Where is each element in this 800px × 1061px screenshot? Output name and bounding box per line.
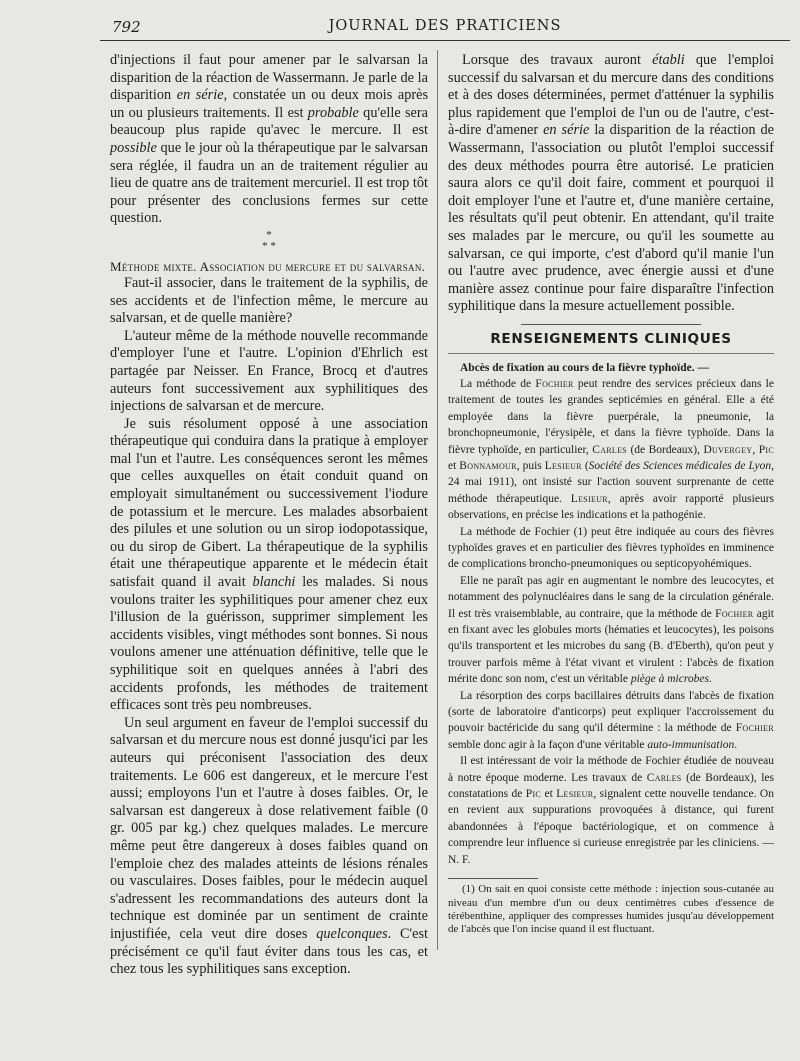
left-paragraph-2: Faut-il associer, dans le traitement de la syphilis, de ses accidents et de l'infection même, le mercure au salvarsan, et de quelle manière? (110, 274, 428, 327)
asterism: * * * (262, 228, 276, 252)
clinical-paragraph-1: La méthode de Fochier peut rendre des services précieux dans le traitement de toutes les grandes septicémies en général. Elle a été employée dans la fièvre puerpérale, la pneumonie, la bronchopneumonie, l'érysipèle, et dans la fièvre typhoïde. Dans la fièvre typhoïde, en particulier, Carles (de Bordeaux), Duvergey, Pic et Bonnamour, puis Lesieur (Société des Sciences médicales de Lyon, 24 mai 1911), ont insisté sur l'action souvent surprenante de cette méthode thérapeutique. Lesieur, après avoir rapporté plusieurs observations, en précise les indications et la pathogénie. (448, 377, 775, 522)
clinical-section-title: RENSEIGNEMENTS CLINIQUES (448, 331, 774, 354)
clinical-paragraph-4: La résorption des corps bacillaires détruits dans l'abcès de fixation (sorte de laboratoire d'anticorps) peut expliquer l'accroissement du pouvoir bactéricide du sang qu'il détermine : la méthode de Fochier semble donc agir à la façon d'une véritable auto-immunisation. (448, 689, 774, 751)
page-number: 792 (112, 18, 141, 36)
clinical-paragraph-2: La méthode de Fochier (1) peut être indiquée au cours des fièvres typhoïdes graves et en particulier des fièvres typhoïdes en imminence de complications broncho-pneumoniques ou septicopyohémiques. (448, 525, 774, 571)
right-paragraph-1: Lorsque des travaux auront établi que l'emploi successif du salvarsan et du mercure dans des conditions et à des doses déterminées, permet d'atténuer la syphilis plus rapidement que l'emploi de l'un ou de l'autre, c'est-à-dire d'amener en série la disparition de la réaction de Wassermann, l'association ou plutôt l'emploi successif des deux méthodes pourra être autorisé. Le praticien saura alors ce qu'il doit faire, comment et pourquoi il doit employer l'une et l'autre et, d'une manière certaine, les résultats qu'il peut obtenir. En attendant, qu'il traite ses malades par le mercure, ou qu'il les soumette au salvarsan, ce qui importe, c'est d'abord qu'il manie l'un ou l'autre avec prudence, avec énergie aussi et d'une manière assez continue pour faire disparaître l'infection syphilitique dans la mesure actuellement possible. (448, 52, 775, 315)
clinical-paragraph-5: Il est intéressant de voir la méthode de Fochier étudiée de nouveau à notre époque moderne. Les travaux de Carles (de Bordeaux), les constatations de Pic et Lesieur, signalent cette nouvelle tendance. On en revient aux suppurations provoquées à distance, qui furent abandonnées à l'époque bactériologique, et on commence à comprendre leur influence si curieuse enregistrée par les cliniciens. — N. F. (448, 755, 774, 866)
section-rule (521, 324, 701, 325)
footnote-rule (448, 878, 538, 879)
left-paragraph-1: d'injections il faut pour amener par le salvarsan la disparition de la réaction de Wassermann. Je parle de la disparition en série, constatée un ou deux mois après un ou plusieurs traitements. Il est probable qu'elle sera beaucoup plus rapide qu'avec le mercure. Il est possible que le jour où la thérapeutique par le salvarsan sera réglée, il faudra un an de traitement régulier au lieu de quatre ans de traitement mercuriel. Il est trop tôt pour présenter des conclusions fermes sur cette question. (110, 52, 429, 227)
clinical-notes (448, 360, 774, 869)
page-header (100, 14, 790, 41)
footnote: (1) On sait en quoi consiste cette méthode : injection sous-cutanée au niveau d'un membre d'un ou deux centimètres cubes d'essence de térébenthine, appliquer des compresses humides jusqu'au développement de l'abcès que l'on incise quand il est fluctuant. (448, 883, 774, 936)
section-title: Méthode mixte. Association du mercure et du salvarsan. (110, 258, 426, 274)
journal-title: JOURNAL DES PRATICIENS (328, 18, 562, 34)
left-column (110, 52, 428, 979)
clinical-paragraph-3: Elle ne paraît pas agir en augmentant le nombre des leucocytes, et notamment des polynucléaires dans le sang de la circulation générale. Il est très vraisemblable, au contraire, que la méthode de Fochier agit en fixant avec les globules morts (hématies et leucocytes), les poisons qu'ils transportent et les microbes du sang (B. d'Eberth), qu'on peut y trouver parfois même à l'état vivant et virulent : l'abcès de fixation mérite donc son nom, c'est un véritable piège à microbes. (448, 574, 774, 686)
column-divider (437, 50, 438, 950)
clinical-subhead: Abcès de fixation au cours de la fièvre typhoïde. — (460, 361, 709, 374)
left-paragraph-5: Un seul argument en faveur de l'emploi successif du salvarsan et du mercure nous est donné jusqu'ici par les auteurs qui préconisent l'association des deux traitements. Le 606 est dangereux, et le mercure l'est aussi; employons l'un et l'autre à doses faibles. Or, le salvarsan est dangereux à dose relativement faible (0 gr. 005 par kg.) chez quelques malades. Le mercure même peut être dangereux à doses faibles quand on l'emploie chez des malades atteints de lésions rénales ou vasculaires. Doses faibles, pour le médecin auquel s'adressent les recommandations des auteurs dont la technique est dominée par un sentiment de crainte injustifiée, cela veut dire doses quelconques. C'est précisément ce qu'il faut éviter dans tous les cas, et chez tous les syphilitiques sans exception. (110, 714, 428, 978)
left-paragraph-4: Je suis résolument opposé à une association thérapeutique qui conduira dans la pratique à employer mal l'un et l'autre. Les conséquences seront les mêmes que celles auxquelles on était conduit quand on employait simultanément ou successivement l'iodure de potassium et le mercure. Les malades absorbaient des pilules et une solution ou un sirop iodopotassique, ou du sirop de Gibert. La thérapeutique de la syphilis était une thérapeutique apparente et le médecin était satisfait quand il avait blanchi les malades. Si nous voulons traiter les syphilitiques pour amener chez eux l'illusion de la guérisson, supprimer simplement les accidents visibles, vingt méthodes sont bonnes. Si nous voulons amener une atténuation définitive, telle que le syphilitique soit en quelques années à l'abri des accidents profonds, les méthodes de traitement efficaces sont très peu nombreuses. (110, 415, 429, 714)
left-paragraph-3: L'auteur même de la méthode nouvelle recommande d'employer l'une et l'autre. L'opinion d'Ehrlich est partagée par Neisser. En France, Brocq et d'autres auteurs font successivement aux syphilitiques des injections de salvarsan et de mercure. (110, 327, 428, 415)
right-column (448, 52, 774, 937)
